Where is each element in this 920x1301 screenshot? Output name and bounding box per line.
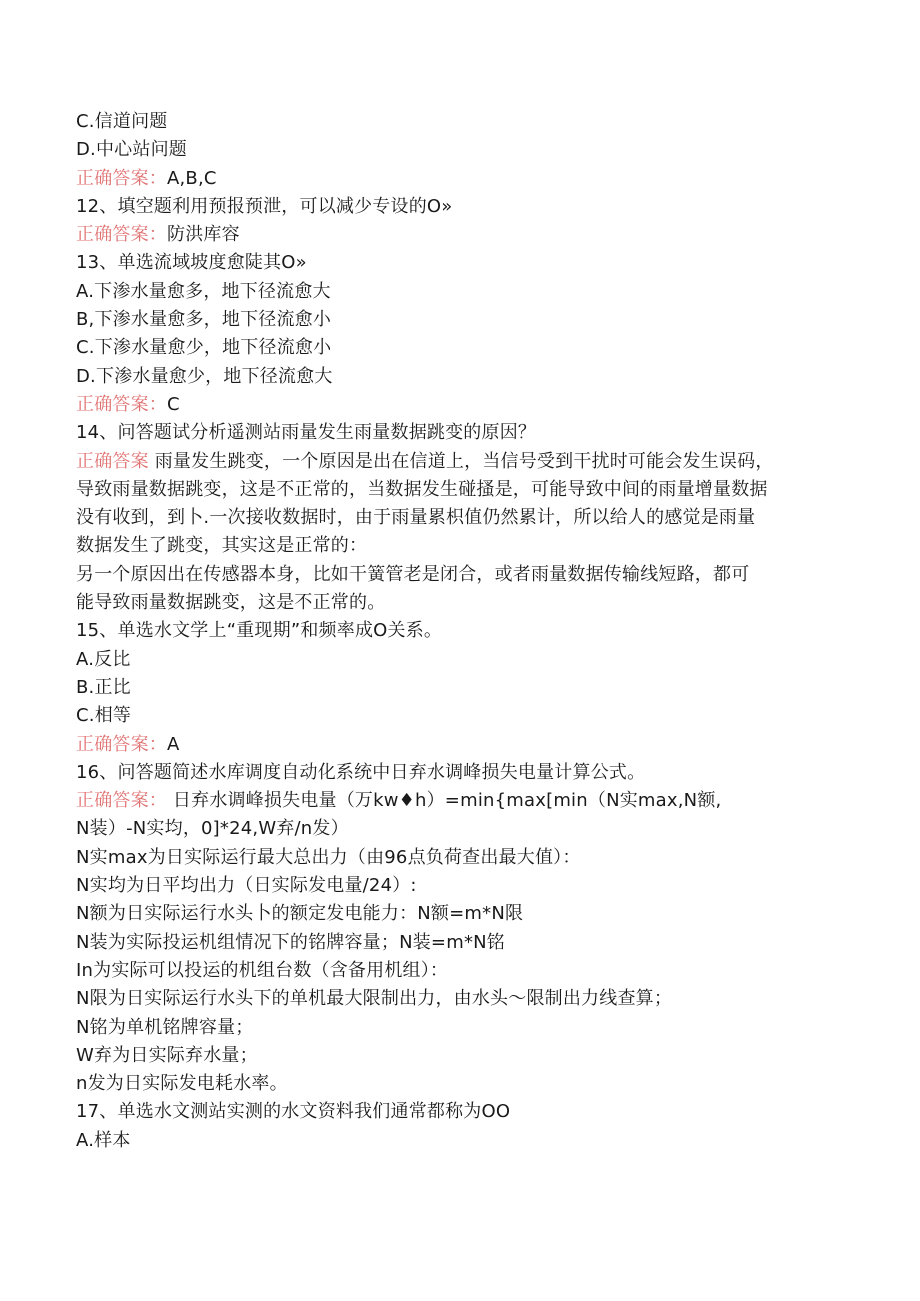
answer-label: 正确答案 [76,450,149,472]
option-a-q17: A.样本 [76,1129,131,1151]
answer-label: 正确答案： [76,393,167,415]
question-16: 16、问答题简述水库调度自动化系统中日弃水调峰损失电量计算公式。 [76,761,646,783]
answer-q14-line1 [76,448,846,476]
option-d-q13: D.下渗水量愈少，地下径流愈大 [76,365,333,387]
answer-label: 正确答案： [76,733,167,755]
answer-q11 [76,165,846,193]
answer-value: 雨量发生跳变，一个原因是出在信道上，当信号受到干扰时可能会发生误码， [148,450,774,472]
option-d-q11: D.中心站问题 [76,139,187,161]
option-c-q11: C.信道问题 [76,111,168,132]
question-13: 13、单选流域坡度愈陡其O» [76,252,307,274]
answer-q14-line3: 没有收到，到卜.一次接收数据时，由于雨量累枳值仍然累计，所以给人的感觉是雨量 [76,507,756,529]
question-17: 17、单选水文测站实测的水文资料我们通常都称为OO [76,1101,511,1123]
question-15: 15、单选水文学上“重现期”和频率成O关系。 [76,620,443,642]
answer-label: 正确答案： [76,224,167,246]
answer-value: C [167,393,180,415]
definition-w-spill: W弃为日实际弃水量； [76,1044,258,1066]
question-12: 12、填空题利用预报预泄，可以减少专设的O» [76,195,453,217]
definition-n-avg: N实均为日平均出力（日实际发电量/24）: [76,875,417,897]
answer-label: 正确答案： [76,167,167,189]
option-b-q15: B.正比 [76,676,131,698]
answer-value: A,B,C [167,167,217,189]
option-c-q15: C.相等 [76,705,132,727]
option-b-q13: B,下渗水量愈多，地下径流愈小 [76,309,332,331]
definition-n-max: N实max为日实际运行最大总出力（由96点负荷查出最大值）： [76,846,581,868]
answer-value: 日弃水调峰损失电量（万kw♦h）=min{max[min（N实max,N额, [167,790,722,812]
answer-q16-formula [76,787,846,815]
answer-q13 [76,391,846,419]
definition-n-nameplate: N铭为单机铭牌容量； [76,1016,254,1038]
option-a-q15: A.反比 [76,648,131,670]
answer-q14-line5: 另一个原因出在传感器本身，比如干簧管老是闭合，或者雨量数据传输线短路，都可 [76,563,750,585]
answer-value: A [167,733,180,755]
definition-n-gen: n发为日实际发电耗水率。 [76,1073,288,1095]
answer-q15 [76,731,846,759]
option-a-q13: A.下渗水量愈多，地下径流愈大 [76,280,331,302]
question-14: 14、问答题试分析遥测站雨量发生雨量数据跳变的原因？ [76,422,537,444]
answer-q12 [76,221,846,249]
definition-n-installed: N装为实际投运机组情况下的铭牌容量；N装=m*N铭 [76,931,506,953]
definition-m: In为实际可以投运的机组台数（含备用机组）： [76,959,449,981]
option-c-q13: C.下渗水量愈少，地下径流愈小 [76,337,332,359]
answer-value: 防洪库容 [167,224,240,246]
document-page [76,108,846,1155]
answer-q14-line6: 能导致雨量数据跳变，这是不正常的。 [76,592,386,614]
answer-label: 正确答案： [76,790,167,812]
answer-q14-line4: 数据发生了跳变，其实这是正常的： [76,535,368,557]
answer-q16-formula-cont: N装）-N实均，0]*24,W弃/n发） [76,818,349,840]
definition-n-rated: N额为日实际运行水头卜的额定发电能力：N额=m*N限 [76,903,524,925]
definition-n-limit: N限为日实际运行水头下的单机最大限制出力，由水头〜限制出力线查算； [76,988,673,1010]
answer-q14-line2: 导致雨量数据跳变，这是不正常的，当数据发生碰搔是，可能导致中间的雨量增量数据 [76,478,768,500]
